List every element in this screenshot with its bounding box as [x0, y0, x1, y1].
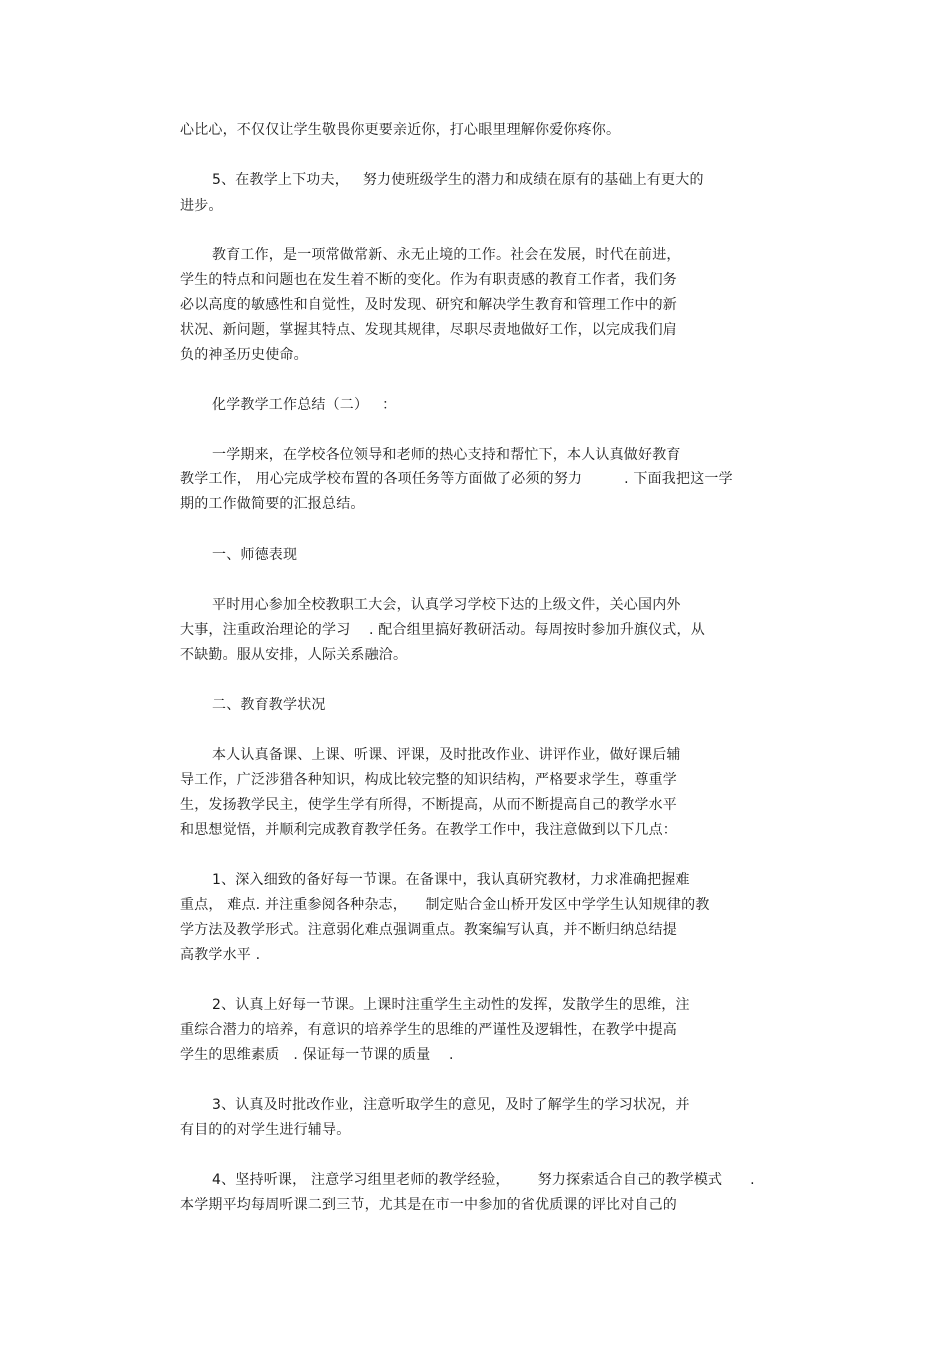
text-line: 2、认真上好每一节课。上课时注重学生主动性的发挥，发散学生的思维，注 — [212, 997, 690, 1013]
text-line: 3、认真及时批改作业，注意听取学生的意见，及时了解学生的学习状况，并 — [212, 1097, 690, 1113]
text-line: 必以高度的敏感性和自觉性，及时发现、研究和解决学生教育和管理工作中的新 — [180, 297, 677, 313]
text-line: 本人认真备课、上课、听课、评课，及时批改作业、讲评作业，做好课后辅 — [212, 747, 681, 763]
text-line: 进步。 — [180, 198, 223, 214]
text-line: 和思想觉悟，并顺利完成教育教学任务。在教学工作中，我注意做到以下几点： — [180, 822, 677, 838]
text-line: 不缺勤。服从安排，人际关系融洽。 — [180, 647, 408, 663]
text-line: 状况、新问题，掌握其特点、发现其规律，尽职尽责地做好工作，以完成我们肩 — [180, 322, 677, 338]
text-line: 1、深入细致的备好每一节课。在备课中，我认真研究教材，力求准确把握难 — [212, 872, 690, 888]
section-heading: 化学教学工作总结（二） ： — [212, 397, 397, 413]
text-line: 期的工作做简要的汇报总结。 — [180, 496, 365, 512]
text-line: 重点， 难点. 并注重参阅各种杂志， 制定贴合金山桥开发区中学学生认知规律的教 — [180, 897, 710, 913]
text-line: 平时用心参加全校教职工大会，认真学习学校下达的上级文件，关心国内外 — [212, 597, 681, 613]
text-line: 生，发扬教学民主，使学生学有所得，不断提高，从而不断提高自己的教学水平 — [180, 797, 677, 813]
text-line: 高教学水平 . — [180, 947, 261, 963]
text-line: 有目的的对学生进行辅导。 — [180, 1122, 351, 1138]
section-heading: 一、师德表现 — [212, 547, 298, 563]
text-line: 学生的思维素质 . 保证每一节课的质量 . — [180, 1047, 454, 1063]
text-line: 教学工作， 用心完成学校布置的各项任务等方面做了必须的努力 . 下面我把这一学 — [180, 471, 733, 487]
text-line: 负的神圣历史使命。 — [180, 347, 308, 363]
text-line: 心比心，不仅仅让学生敬畏你更要亲近你，打心眼里理解你爱你疼你。 — [180, 122, 621, 138]
text-line: 导工作，广泛涉猎各种知识，构成比较完整的知识结构，严格要求学生，尊重学 — [180, 772, 677, 788]
section-heading: 二、教育教学状况 — [212, 697, 326, 713]
text-line: 一学期来，在学校各位领导和老师的热心支持和帮忙下，本人认真做好教育 — [212, 447, 681, 463]
text-line: 本学期平均每周听课二到三节，尤其是在市一中参加的省优质课的评比对自己的 — [180, 1197, 677, 1213]
text-line: 大事，注重政治理论的学习 . 配合组里搞好教研活动。每周按时参加升旗仪式，从 — [180, 622, 705, 638]
text-line: 5、在教学上下功夫， 努力使班级学生的潜力和成绩在原有的基础上有更大的 — [212, 172, 704, 188]
text-line: 4、坚持听课， 注意学习组里老师的教学经验， 努力探索适合自己的教学模式 . — [212, 1172, 755, 1188]
text-line: 教育工作，是一项常做常新、永无止境的工作。社会在发展，时代在前进， — [212, 247, 681, 263]
text-line: 学方法及教学形式。注意弱化难点强调重点。教案编写认真，并不断归纳总结提 — [180, 922, 677, 938]
text-line: 重综合潜力的培养，有意识的培养学生的思维的严谨性及逻辑性，在教学中提高 — [180, 1022, 677, 1038]
text-line: 学生的特点和问题也在发生着不断的变化。作为有职责感的教育工作者，我们务 — [180, 272, 677, 288]
